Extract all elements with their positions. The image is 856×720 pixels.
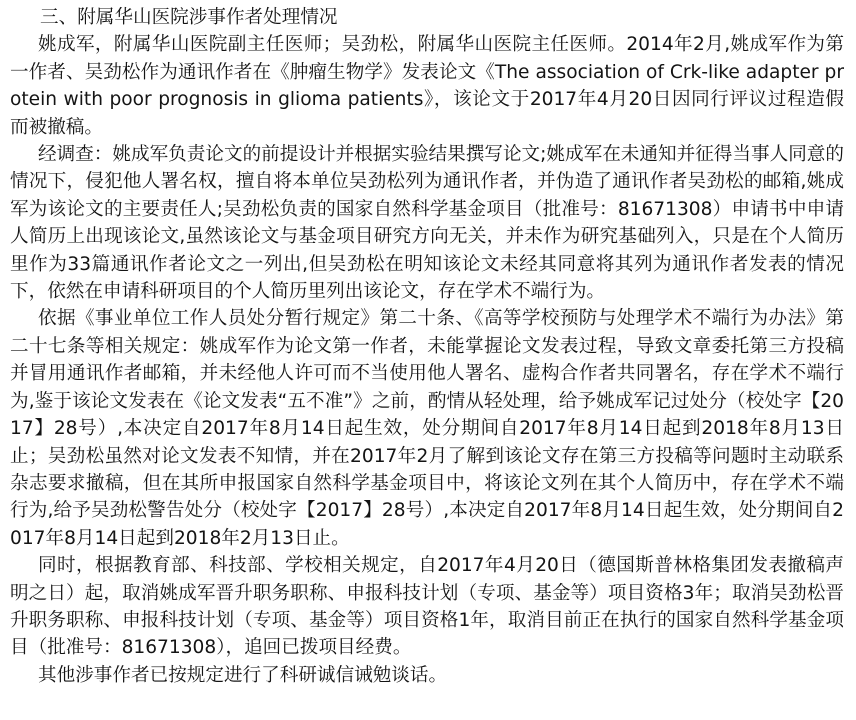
section-heading: 三、附属华山医院涉事作者处理情况 [40, 7, 338, 28]
paragraph-background: 姚成军，附属华山医院副主任医师；吴劲松，附属华山医院主任医师。2014年2月,姚成军作为第一作者、吴劲松作为通讯作者在《肿瘤生物学》发表论文《The association of Crk-like adapter protein with poor prognosis in glioma patients》，该论文于2017年4月20日因同行评议过程造假而被撤稿。 [10, 34, 844, 138]
paragraph-other-authors: 其他涉事作者已按规定进行了科研诚信诫勉谈话。 [38, 664, 448, 686]
paragraph-qualification-sanctions: 同时，根据教育部、科技部、学校相关规定，自2017年4月20日（德国斯普林格集团发表撤稿声明之日）起，取消姚成军晋升职务职称、申报科技计划（专项、基金等）项目资格3年；取消吴劲松晋升职务职称、申报科技计划（专项、基金等）项目资格1年，取消目前正在执行的国家自然科学基金项目（批准号：81671308），追回已拨项目经费。 [10, 555, 844, 659]
paragraph-disciplinary-action: 依据《事业单位工作人员处分暂行规定》第二十条、《高等学校预防与处理学术不端行为办法》第二十七条等相关规定：姚成军作为论文第一作者，未能掌握论文发表过程，导致文章委托第三方投稿并冒用通讯作者邮箱，并未经他人许可而不当使用他人署名、虚构合作者共同署名，存在学术不端行为,鉴于该论文发表在《论文发表“五不准”》之前，酌情从轻处理，给予姚成军记过处分（校处字【2017】28号）,本决定自2017年8月14日起生效，处分期间自2017年8月14日起到2018年8月13日止；吴劲松虽然对论文发表不知情，并在2017年2月了解到该论文存在第三方投稿等问题时主动联系杂志要求撤稿，但在其所申报国家自然科学基金项目中，将该论文列在其个人简历中，存在学术不端行为,给予吴劲松警告处分（校处字【2017】28号）,本决定自2017年8月14日起生效，处分期间自2017年8月14日起到2018年2月13日止。 [10, 308, 844, 549]
paragraph-investigation: 经调查：姚成军负责论文的前提设计并根据实验结果撰写论文;姚成军在未通知并征得当事人同意的情况下，侵犯他人署名权，擅自将本单位吴劲松列为通讯作者，并伪造了通讯作者吴劲松的邮箱,姚成军为该论文的主要责任人;吴劲松负责的国家自然科学基金项目（批准号：81671308）申请书中申请人简历上出现该论文,虽然该论文与基金项目研究方向无关，并未作为研究基础列入，只是在个人简历里作为33篇通讯作者论文之一列出,但吴劲松在明知该论文未经其同意将其列为通讯作者发表的情况下，依然在申请科研项目的个人简历里列出该论文，存在学术不端行为。 [10, 144, 844, 303]
